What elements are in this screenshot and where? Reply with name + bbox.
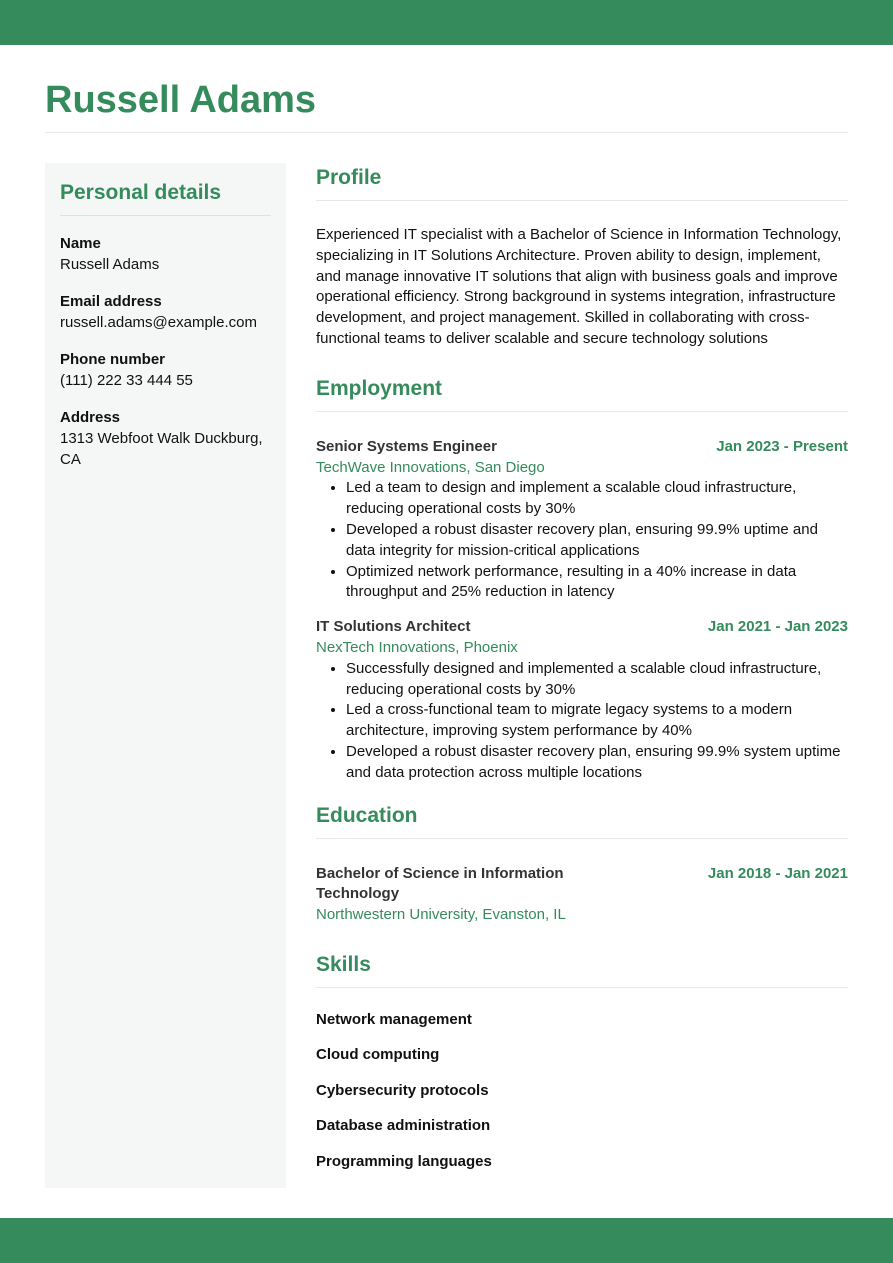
skill-item: Cloud computing — [316, 1046, 440, 1064]
job-company: NexTech Innovations, Phoenix — [316, 638, 518, 656]
detail-value: 1313 Webfoot Walk Duckburg, CA — [60, 430, 263, 468]
detail-phone — [60, 349, 271, 391]
job-bullet: • Led a team to design and implement a scalable cloud infrastructure, reducing operational costs by 30% — [346, 478, 848, 520]
job-bullets — [316, 478, 848, 603]
detail-value: russell.adams@example.com — [60, 314, 257, 331]
profile-text: Experienced IT specialist with a Bachelor of Science in Information Technology, specializing in IT Solutions Architecture. Proven ability to design, implement, and manage innovative IT solutions that align with business goals and improve operational efficiency. Strong background in systems integration, infrastructure development, and project management. Skilled in collaborating with cross-functional teams to deliver scalable and secure technology solutions — [316, 226, 842, 347]
school-name: Northwestern University, Evanston, IL — [316, 906, 566, 924]
job-bullet: • Successfully designed and implemented a scalable cloud infrastructure, reducing operational costs by 30% — [346, 659, 848, 701]
detail-value: Russell Adams — [60, 256, 160, 273]
skills-section — [316, 950, 848, 1172]
education-dates: Jan 2018 - Jan 2021 — [707, 864, 848, 882]
degree-title: Bachelor of Science in Information Technology — [316, 864, 564, 903]
detail-label: Email address — [60, 293, 162, 310]
job-dates: Jan 2023 - Present — [716, 437, 848, 455]
profile-section — [316, 163, 848, 350]
personal-details-sidebar — [45, 163, 286, 1188]
job-title: Senior Systems Engineer — [316, 437, 497, 455]
detail-email — [60, 291, 271, 333]
employment-section — [316, 374, 848, 784]
education-entry — [316, 864, 848, 926]
skill-item: Programming languages — [316, 1152, 492, 1170]
sidebar-title: Personal details — [60, 179, 271, 216]
job-entry — [316, 617, 848, 783]
job-bullet: • Developed a robust disaster recovery plan, ensuring 99.9% uptime and data integrity for mission-critical applications — [346, 520, 848, 562]
resume-main — [316, 163, 848, 1187]
section-title-education: Education — [316, 801, 848, 839]
section-title-employment: Employment — [316, 374, 848, 412]
resume-name: Russell Adams — [45, 79, 317, 121]
detail-label: Address — [60, 409, 121, 426]
job-dates: Jan 2021 - Jan 2023 — [707, 618, 848, 636]
skill-item: Cybersecurity protocols — [316, 1081, 489, 1099]
section-title-profile: Profile — [316, 163, 848, 201]
detail-label: Phone number — [60, 351, 166, 368]
header-divider — [45, 132, 848, 133]
job-entry — [316, 437, 848, 603]
job-bullet: • Optimized network performance, resulting in a 40% increase in data throughput and 25% reduction in latency — [346, 562, 848, 604]
detail-value: (111) 222 33 444 55 — [60, 372, 193, 389]
job-company: TechWave Innovations, San Diego — [316, 458, 545, 476]
skills-list — [316, 1010, 848, 1172]
education-section — [316, 801, 848, 926]
job-bullet: • Led a cross-functional team to migrate legacy systems to a modern architecture, improving system performance by 40% — [346, 700, 848, 742]
skill-item: Database administration — [316, 1117, 491, 1135]
detail-address — [60, 407, 271, 470]
job-bullet: • Developed a robust disaster recovery plan, ensuring 99.9% system uptime and data protection across multiple locations — [346, 742, 848, 784]
top-accent-bar — [0, 0, 893, 45]
section-title-skills: Skills — [316, 950, 848, 988]
bottom-accent-bar — [0, 1218, 893, 1263]
detail-label: Name — [60, 235, 101, 252]
detail-name — [60, 233, 271, 275]
job-title: IT Solutions Architect — [316, 618, 471, 636]
skill-item: Network management — [316, 1010, 472, 1028]
job-bullets — [316, 659, 848, 784]
